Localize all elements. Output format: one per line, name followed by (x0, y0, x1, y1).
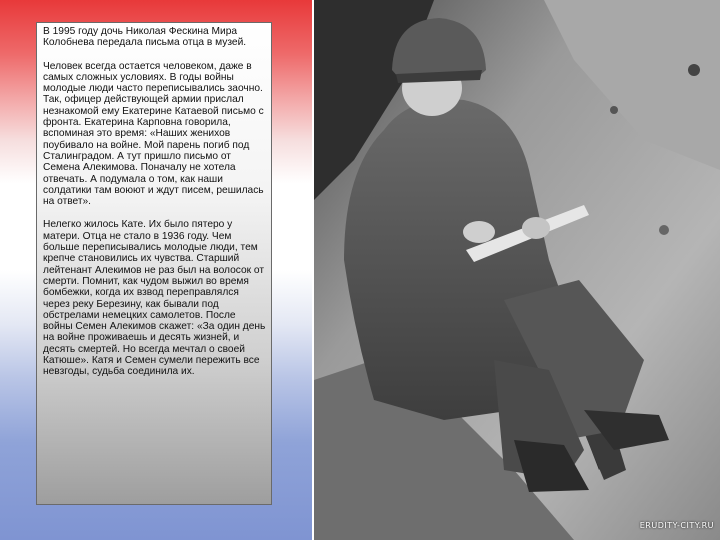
text-panel (36, 22, 272, 505)
soldier-writing-letter-photo (314, 0, 720, 540)
paragraph-katya-semen: Нелегко жилось Кате. Их было пятеро у матери. Отца не стало в 1936 году. Чем больше переписывались молодые люди, тем крепче становились их чувства. Старший лейтенант Алекимов не раз был на волосок от смерти. Помнит, как чудом выжил во время бомбежки, когда их взвод переправлялся через реку Березину, как бывали под обстрелами немецких самолетов. После войны Семен Алекимов скажет: «За один день на войне проживаешь и десять жизней, и десять смертей. Но всегда мечтал о своей Катюше». Катя и Семен сумели пережить все невзгоды, судьба соединила их. (43, 219, 266, 378)
watermark: ERUDITY-CITY.RU (639, 521, 714, 530)
paragraph-correspondence: Человек всегда остается человеком, даже в самых сложных условиях. В годы войны молодые люди часто переписывались заочно. Так, офицер действующей армии прислал незнакомой ему Екатерине Катаевой письмо с фронта. Екатерина Карповна говорила, вспоминая это время: «Наших женихов поубивало на войне. Мой парень погиб под Сталинградом. А тут пришло письмо от Семена Алекимова. Поначалу не хотела отвечать. А подумала о том, как наши солдатики там воюют и ждут писем, решилась на ответ». (43, 60, 264, 208)
paragraph-museum: В 1995 году дочь Николая Фескина Мира Колобнева передала письма отца в музей. (43, 26, 247, 49)
